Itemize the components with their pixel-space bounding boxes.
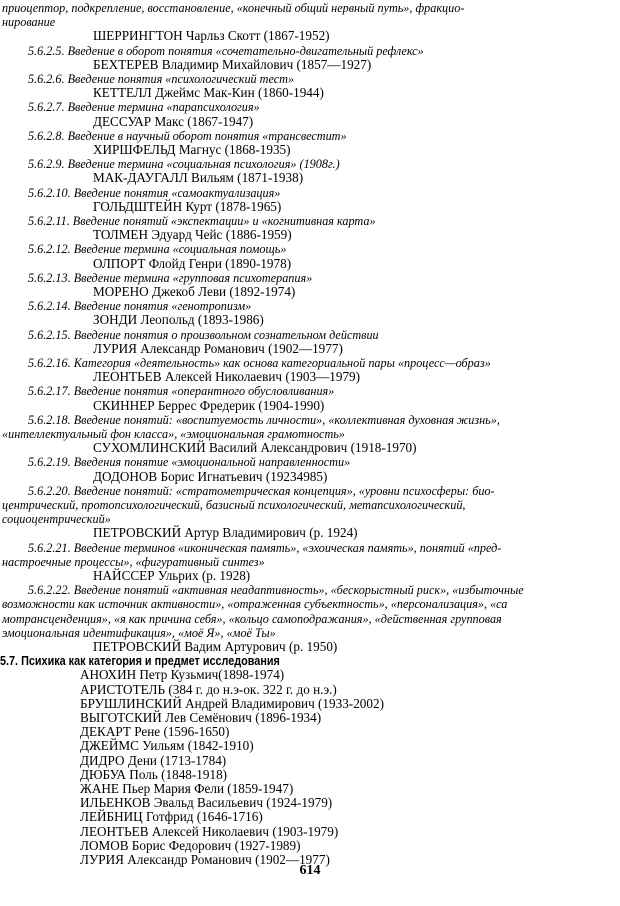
person-entry: НАЙССЕР Ульрих (р. 1928) bbox=[93, 568, 251, 583]
person-entry: ДИДРО Дени (1713-1784) bbox=[80, 752, 227, 768]
person-entry: ШЕРРИНГТОН Чарльз Скотт (1867-1952) bbox=[93, 28, 330, 44]
text-line: 5.6.2.20. Введение понятий: «стратометрическая концепция», «уровни психосферы: био- bbox=[28, 483, 495, 498]
text-line: нирование bbox=[2, 15, 56, 30]
person-entry: ЛУРИЯ Александр Романович (1902—1977) bbox=[93, 340, 343, 356]
person-entry: ДЖЕЙМС Уильям (1842-1910) bbox=[80, 738, 254, 754]
text-line: возможности как источник активности», «отраженная субъектность», «персонализация», «са bbox=[2, 597, 508, 612]
person-entry: СКИННЕР Беррес Фредерик (1904-1990) bbox=[93, 397, 325, 413]
text-line: 5.6.2.8. Введение в научный оборот понятия «трансвестит» bbox=[28, 128, 347, 143]
person-entry: ЖАНЕ Пьер Мария Фели (1859-1947) bbox=[80, 781, 294, 796]
text-line: приоцептор, подкрепление, восстановление, «конечный общий нервный путь», фракцио- bbox=[2, 1, 465, 15]
text-line: социоцентрический» bbox=[2, 512, 111, 527]
text-line: центрический, протопсихологический, базисный психологический, метапсихологический, bbox=[2, 498, 466, 512]
person-entry: АНОХИН Петр Кузьмич(1898-1974) bbox=[80, 667, 285, 683]
page-number: 614 bbox=[299, 863, 321, 878]
text-line: 5.6.2.10. Введение понятия «самоактуализация» bbox=[28, 185, 281, 200]
person-entry: МАК-ДАУГАЛЛ Вильям (1871-1938) bbox=[93, 170, 304, 186]
text-line: 5.6.2.7. Введение термина «парапсихология» bbox=[28, 100, 260, 115]
person-entry: СУХОМЛИНСКИЙ Василий Александрович (1918-1970) bbox=[93, 440, 417, 456]
person-entry: ГОЛЬДШТЕЙН Курт (1878-1965) bbox=[93, 198, 282, 214]
person-entry: ДОДОНОВ Борис Игнатьевич (19234985) bbox=[93, 468, 328, 484]
text-line: 5.6.2.11. Введение понятий «экспектации» и «когнитивная карта» bbox=[28, 214, 376, 228]
text-line: 5.6.2.19. Введения понятие «эмоциональной направленности» bbox=[28, 455, 351, 470]
text-line: 5.6.2.22. Введение понятий «активная неадаптивность», «бескорыстный риск», «избыточные bbox=[28, 583, 524, 598]
text-line: 5.6.2.9. Введение термина «социальная психология» (1908г.) bbox=[28, 157, 340, 172]
person-entry: ЛЕЙБНИЦ Готфрид (1646-1716) bbox=[80, 809, 263, 825]
text-line: 5.6.2.5. Введение в оборот понятия «сочетательно-двигательный рефлекс» bbox=[28, 43, 424, 58]
person-entry: ПЕТРОВСКИЙ Артур Владимирович (р. 1924) bbox=[93, 525, 358, 541]
text-line: 5.6.2.14. Введение понятия «генотропизм» bbox=[28, 299, 252, 314]
person-entry: ТОЛМЕН Эдуард Чейс (1886-1959) bbox=[93, 227, 292, 243]
person-entry: ВЫГОТСКИЙ Лев Семёнович (1896-1934) bbox=[80, 710, 322, 725]
person-entry: ОЛПОРТ Флойд Генри (1890-1978) bbox=[93, 255, 292, 271]
person-entry: ЛЕОНТЬЕВ Алексей Николаевич (1903-1979) bbox=[80, 823, 339, 839]
text-line: «интеллектуальный фон класса», «эмоциональная грамотность» bbox=[2, 427, 345, 441]
person-entry: ЗОНДИ Леопольд (1893-1986) bbox=[93, 312, 264, 328]
person-entry: ИЛЬЕНКОВ Эвальд Васильевич (1924-1979) bbox=[80, 795, 333, 811]
text-line: 5.6.2.18. Введение понятий: «воспитуемость личности», «коллективная духовная жизнь», bbox=[28, 412, 500, 427]
person-entry: БЕХТЕРЕВ Владимир Михайлович (1857—1927) bbox=[93, 56, 372, 72]
person-entry: ЛУРИЯ Александр Романович (1902—1977) bbox=[80, 852, 330, 867]
person-entry: КЕТТЕЛЛ Джеймс Мак-Кин (1860-1944) bbox=[93, 85, 324, 101]
person-entry: ДЮБУА Поль (1848-1918) bbox=[80, 766, 228, 782]
text-line: 5.6.2.12. Введение термина «социальная помощь» bbox=[28, 242, 287, 257]
text-line: 5.6.2.13. Введение термина «групповая психотерапия» bbox=[28, 270, 313, 285]
person-entry: ХИРШФЕЛЬД Магнус (1868-1935) bbox=[93, 142, 291, 157]
section-heading: 5.7. Психика как категория и предмет исследования bbox=[0, 654, 280, 669]
person-entry: ЛОМОВ Борис Федорович (1927-1989) bbox=[80, 837, 301, 853]
person-entry: ДЕССУАР Макс (1867-1947) bbox=[93, 113, 254, 129]
person-entry: БРУШЛИНСКИЙ Андрей Владимирович (1933-2002) bbox=[80, 695, 384, 711]
text-line: мотрансценденция», «я как причина себя», «кольцо самоподражания», «действенная групповая bbox=[2, 611, 502, 626]
text-line: 5.6.2.16. Категория «деятельность» как основа категориальной пары «процесс—образ» bbox=[28, 356, 491, 370]
text-line: эмоциональная идентификация», «моё Я», «моё Ты» bbox=[2, 625, 276, 640]
person-entry: ПЕТРОВСКИЙ Вадим Артурович (р. 1950) bbox=[93, 639, 338, 654]
person-entry: АРИСТОТЕЛЬ (384 г. до н.э-ок. 322 г. до н.э.) bbox=[80, 681, 337, 697]
text-line: 5.6.2.15. Введение понятия о произвольном сознательном действии bbox=[28, 327, 379, 342]
text-line: настроечные процессы», «фигуративный синтез» bbox=[2, 554, 265, 569]
person-entry: МОРЕНО Джекоб Леви (1892-1974) bbox=[93, 284, 296, 299]
text-line: 5.6.2.21. Введение терминов «иконическая память», «эхоическая память», понятий «пред- bbox=[28, 540, 502, 555]
text-line: 5.6.2.6. Введение понятия «психологический тест» bbox=[28, 72, 295, 86]
person-entry: ДЕКАРТ Рене (1596-1650) bbox=[80, 724, 230, 740]
text-line: 5.6.2.17. Введение понятия «оперантного обусловливания» bbox=[28, 384, 335, 399]
person-entry: ЛЕОНТЬЕВ Алексей Николаевич (1903—1979) bbox=[93, 369, 361, 385]
